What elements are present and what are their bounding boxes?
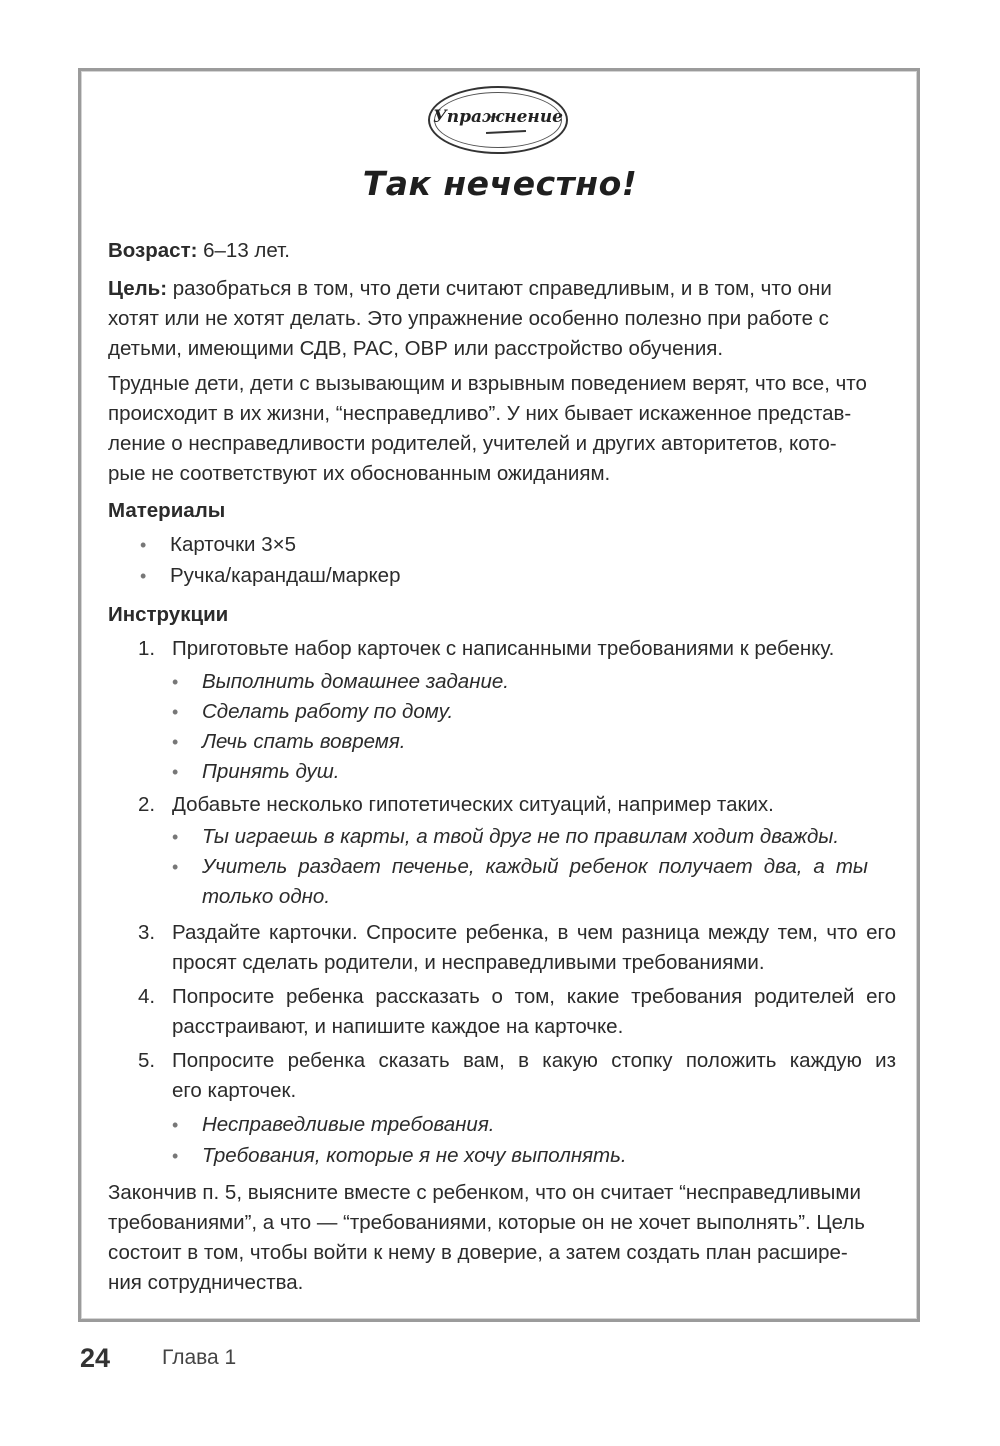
bullet-icon: • [140, 566, 147, 586]
bullet-icon: • [172, 732, 179, 752]
age-line [108, 236, 896, 266]
bullet-icon: • [140, 535, 147, 555]
step-number: 4. [138, 985, 156, 1008]
step-text: Попросите ребенка сказать вам, в какую стопку положить каждую из [172, 1049, 896, 1072]
materials-item: Ручка/карандаш/маркер [170, 564, 401, 587]
step-subitem: Ты играешь в карты, а твой друг не по правилам ходит дважды. [202, 825, 840, 848]
goal-line-1 [108, 274, 896, 304]
conclusion-line-2: требованиями”, а что — “требованиями, которые он не хочет выполнять”. Цель [108, 1211, 865, 1234]
bullet-icon: • [172, 1115, 179, 1135]
goal-label: Цель: [108, 277, 168, 300]
step-text: Попросите ребенка рассказать о том, какие требования родителей его [172, 985, 896, 1008]
step-text: Раздайте карточки. Спросите ребенка, в чем разница между тем, что его [172, 921, 896, 944]
page-number: 24 [80, 1343, 111, 1373]
exercise-badge [428, 86, 568, 154]
intro-line-4: рые не соответствуют их обоснованным ожиданиям. [108, 462, 611, 485]
materials-heading: Материалы [108, 499, 226, 522]
bullet-icon: • [172, 857, 179, 877]
intro-line-3: ление о несправедливости родителей, учителей и других авторитетов, кото- [108, 432, 837, 455]
goal-line-3: детьми, имеющими СДВ, РАС, ОВР или расстройство обучения. [108, 337, 724, 360]
conclusion-line-3: состоит в том, чтобы войти к нему в доверие, а затем создать план расшире- [108, 1241, 848, 1264]
bullet-icon: • [172, 762, 179, 782]
step-number: 5. [138, 1049, 156, 1072]
step-subitem: Несправедливые требования. [202, 1113, 495, 1136]
instructions-heading: Инструкции [108, 603, 229, 626]
step-number: 1. [138, 637, 156, 660]
step-subitem: Требования, которые я не хочу выполнять. [202, 1144, 627, 1167]
goal-text-1: разобраться в том, что дети считают справедливым, и в том, что они [167, 277, 832, 300]
step-subitem: Выполнить домашнее задание. [202, 670, 509, 693]
step-subitem: Принять душ. [202, 760, 340, 783]
bullet-icon: • [172, 1146, 179, 1166]
intro-line-1: Трудные дети, дети с вызывающим и взрывным поведением верят, что все, что [108, 372, 867, 395]
conclusion-line-1: Закончив п. 5, выясните вместе с ребенком, что он считает “несправедливыми [108, 1181, 861, 1204]
conclusion-line-4: ния сотрудничества. [108, 1271, 304, 1294]
materials-item: Карточки 3×5 [170, 533, 296, 556]
bullet-icon: • [172, 672, 179, 692]
age-label: Возраст: [108, 239, 198, 262]
step-subitem-cont: только одно. [202, 885, 331, 908]
chapter-label: Глава 1 [162, 1346, 237, 1369]
step-subitem: Лечь спать вовремя. [202, 730, 406, 753]
goal-line-2: хотят или не хотят делать. Это упражнение особенно полезно при работе с [108, 307, 829, 330]
step-text-cont: просят сделать родители, и несправедливыми требованиями. [172, 951, 765, 974]
step-number: 2. [138, 793, 156, 816]
age-value: 6–13 лет. [197, 239, 290, 262]
step-text: Приготовьте набор карточек с написанными требованиями к ребенку. [172, 637, 835, 660]
step-subitem: Учитель раздает печенье, каждый ребенок получает два, а ты [202, 855, 868, 878]
step-text-cont: расстраивают, и напишите каждое на карточке. [172, 1015, 624, 1038]
bullet-icon: • [172, 827, 179, 847]
step-subitem: Сделать работу по дому. [202, 700, 454, 723]
exercise-title: Так нечестно! [362, 164, 638, 203]
intro-line-2: происходит в их жизни, “несправедливо”. У них бывает искаженное представ- [108, 402, 852, 425]
badge-label: Упражнение [432, 107, 564, 127]
step-text-cont: его карточек. [172, 1079, 297, 1102]
step-text: Добавьте несколько гипотетических ситуаций, например таких. [172, 793, 774, 816]
bullet-icon: • [172, 702, 179, 722]
step-number: 3. [138, 921, 156, 944]
